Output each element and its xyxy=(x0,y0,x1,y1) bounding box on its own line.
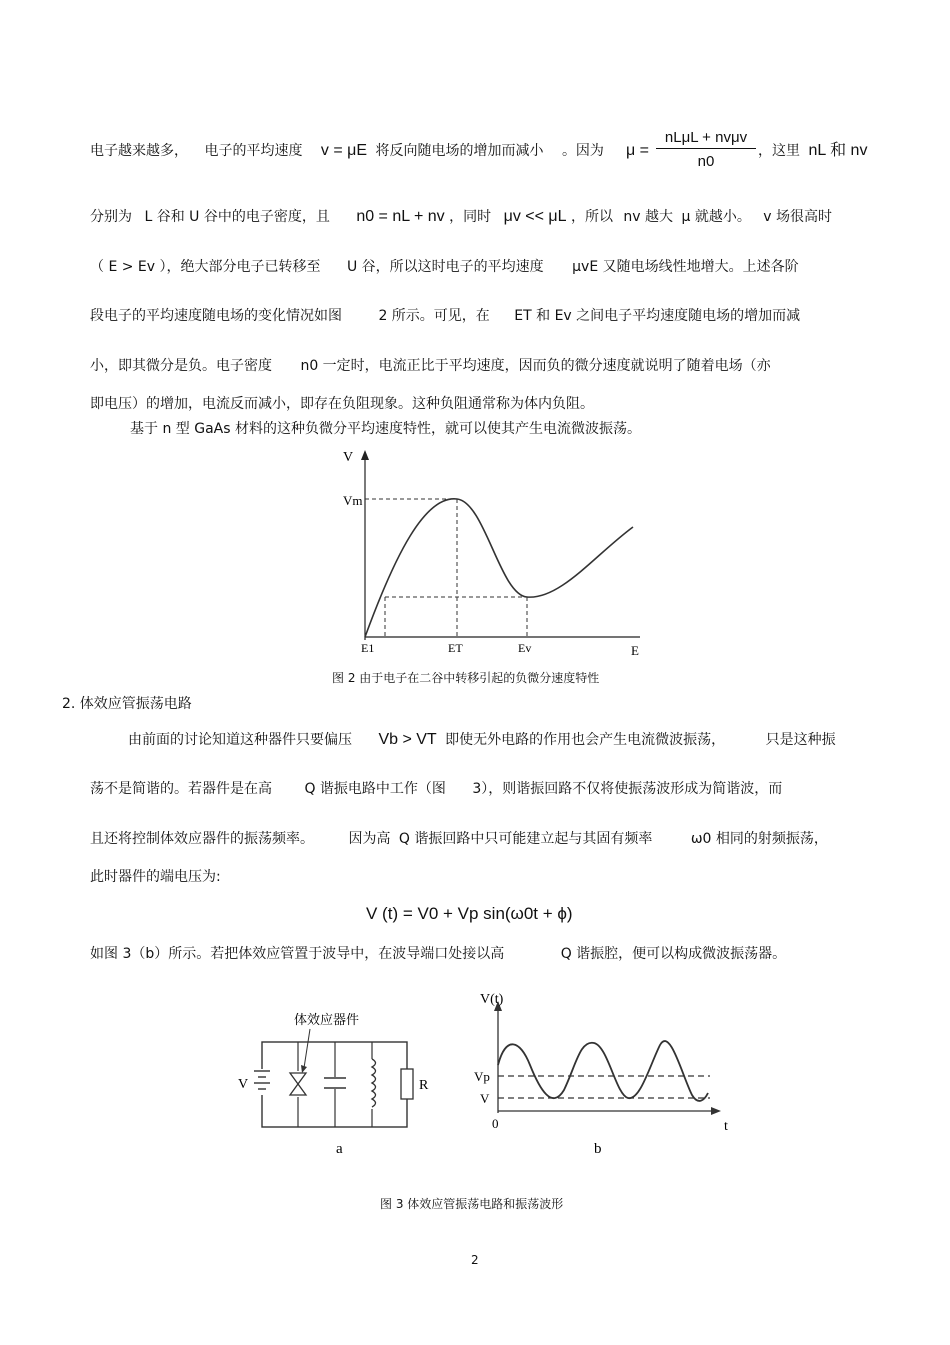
figure2-caption: 图 2 由于电子在二谷中转移引起的负微分速度特性 xyxy=(332,671,600,685)
subfigure-a-label: a xyxy=(336,1141,343,1157)
velocity-field-chart xyxy=(335,445,645,660)
voltage-formula: V (t) = V0 + Vp sin(ω0t + ϕ) xyxy=(366,904,573,923)
text-run: 将反向随电场的增加而减小 xyxy=(375,143,544,159)
text-line xyxy=(90,357,771,375)
tick-e1: E1 xyxy=(361,641,375,655)
text-run: 因为高 xyxy=(348,831,391,847)
gunn-diode-icon xyxy=(290,1071,306,1097)
text-line xyxy=(90,830,828,848)
capacitor-icon xyxy=(324,1077,346,1089)
text-run: 即使无外电路的作用也会产生电流微波振荡， xyxy=(445,732,726,748)
velocity-curve xyxy=(365,499,633,637)
text-run: ，所以 xyxy=(570,209,613,225)
text-run: 电子越来越多， xyxy=(90,143,188,159)
mu-numerator: nLμL + nvμv xyxy=(656,129,756,149)
text-line xyxy=(128,731,836,749)
text-run: n0 一定时，电流正比于平均速度，因而负的微分速度就说明了随着电场（亦 xyxy=(300,358,771,374)
resistor-label: R xyxy=(419,1078,429,1093)
x-axis-label: E xyxy=(631,643,639,658)
resistor-icon xyxy=(401,1069,413,1099)
mu-fraction xyxy=(656,129,756,170)
text-line: 基于 n 型 GaAs 材料的这种负微分平均速度特性，就可以使其产生电流微波振荡。 xyxy=(130,421,641,437)
text-run: nL 和 nv xyxy=(808,142,868,159)
text-run: 由前面的讨论知道这种器件只要偏压 xyxy=(128,732,352,748)
inductor-icon xyxy=(368,1059,378,1109)
text-run: 小，即其微分是负。电子密度 xyxy=(90,358,272,374)
text-run: ET 和 Ev 之间电子平均速度随电场的增加而减 xyxy=(514,308,801,324)
t-axis-label: t xyxy=(724,1119,728,1134)
text-run: 段电子的平均速度随电场的变化情况如图 xyxy=(90,308,342,324)
text-run: μ 就越小。 xyxy=(681,209,751,225)
text-run: 分别为 xyxy=(90,209,132,225)
text-line xyxy=(90,142,604,160)
text-line: 此时器件的端电压为: xyxy=(90,869,221,885)
vm-label: Vm xyxy=(343,493,363,508)
tick-ev: Ev xyxy=(518,641,532,655)
text-run: 3），则谐振回路不仅将使振荡波形成为简谐波，而 xyxy=(472,781,783,797)
text-line xyxy=(758,142,867,160)
y-axis-label: V xyxy=(343,450,354,465)
text-line xyxy=(90,208,832,226)
figure3-caption: 图 3 体效应管振荡电路和振荡波形 xyxy=(380,1197,564,1211)
mu-symbol: μ = xyxy=(626,142,650,159)
bias-inequality: Vb > VT xyxy=(378,731,437,748)
mobility-relation: μv << μL xyxy=(503,208,567,225)
oscillation-figure xyxy=(230,985,750,1160)
text-run: ，这里 xyxy=(758,143,800,159)
tick-et: ET xyxy=(448,641,463,655)
subfigure-b-label: b xyxy=(594,1141,602,1157)
section-heading: 2. 体效应管振荡电路 xyxy=(62,696,192,712)
text-run: μvE 又随电场线性地增大。上述各阶 xyxy=(572,259,799,275)
text-run: U 谷，所以这时电子的平均速度 xyxy=(346,259,544,275)
text-run: 只是这种振 xyxy=(765,732,836,748)
text-run: ω0 相同的射频振荡， xyxy=(690,831,828,847)
y-axis-arrow xyxy=(361,450,369,460)
text-line xyxy=(90,307,800,325)
density-equation: n0 = nL + nv xyxy=(356,208,445,225)
vp-label: Vp xyxy=(474,1069,490,1084)
text-run: Q 谐振电路中工作（图 xyxy=(304,781,446,797)
circuit-diagram xyxy=(238,1012,429,1157)
waveform-x-arrow xyxy=(711,1107,721,1115)
waveform-plot xyxy=(474,992,728,1157)
text-run: 荡不是简谐的。若器件是在高 xyxy=(90,781,272,797)
source-label: V xyxy=(238,1077,249,1092)
text-line xyxy=(90,945,786,963)
text-line xyxy=(90,258,799,276)
origin-label: 0 xyxy=(492,1116,499,1131)
text-run: （ E > Ev ），绝大部分电子已转移至 xyxy=(90,259,321,275)
device-pointer xyxy=(304,1029,310,1068)
velocity-equation: v = μE xyxy=(320,142,368,159)
oscillation-waveform xyxy=(498,1041,708,1101)
waveform-y-label: V(t) xyxy=(480,992,504,1007)
text-line: 即电压）的增加，电流反而减小，即存在负阻现象。这种负阻通常称为体内负阻。 xyxy=(90,396,594,412)
text-run: Q 谐振回路中只可能建立起与其固有频率 xyxy=(398,831,653,847)
text-run: Q 谐振腔，便可以构成微波振荡器。 xyxy=(560,946,787,962)
text-run: L 谷和 U 谷中的电子密度，且 xyxy=(144,209,330,225)
v-label: V xyxy=(480,1091,490,1106)
text-run: 。因为 xyxy=(561,143,604,159)
text-run: 且还将控制体效应器件的振荡频率。 xyxy=(90,831,314,847)
text-run: 2 所示。可见，在 xyxy=(378,308,490,324)
text-run: 电子的平均速度 xyxy=(204,143,303,159)
mu-denominator: n0 xyxy=(697,153,715,170)
text-run: 如图 3（b）所示。若把体效应管置于波导中，在波导端口处接以高 xyxy=(90,946,505,962)
text-run: v 场很高时 xyxy=(763,209,833,225)
text-run: ，同时 xyxy=(449,209,492,225)
text-line xyxy=(90,780,782,798)
text-run: nv 越大 xyxy=(623,209,674,225)
device-label: 体效应器件 xyxy=(294,1012,360,1027)
page-number: 2 xyxy=(471,1253,479,1267)
